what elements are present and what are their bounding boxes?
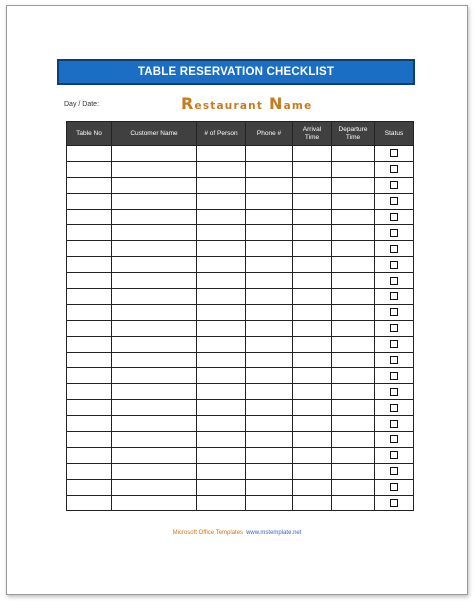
table-cell[interactable] — [293, 463, 332, 479]
table-cell[interactable] — [197, 193, 246, 209]
checkbox-icon[interactable] — [390, 483, 398, 491]
table-cell[interactable] — [197, 368, 246, 384]
name-rest: ame — [283, 100, 313, 112]
status-cell — [375, 273, 414, 289]
checkbox-icon[interactable] — [390, 356, 398, 364]
column-header-label: Status — [384, 129, 404, 137]
status-cell — [375, 225, 414, 241]
table-cell[interactable] — [293, 368, 332, 384]
table-cell[interactable] — [246, 495, 293, 511]
table-cell[interactable] — [293, 193, 332, 209]
table-cell[interactable] — [67, 241, 112, 257]
checkbox-icon[interactable] — [390, 292, 398, 300]
column-header-label: # of Person — [204, 129, 238, 137]
checkbox-icon[interactable] — [390, 245, 398, 253]
table-cell[interactable] — [332, 241, 375, 257]
table-cell[interactable] — [67, 289, 112, 305]
table-cell[interactable] — [293, 479, 332, 495]
table-cell[interactable] — [246, 241, 293, 257]
checkbox-icon[interactable] — [390, 435, 398, 443]
table-cell[interactable] — [197, 273, 246, 289]
status-cell — [375, 400, 414, 416]
table-cell[interactable] — [112, 495, 197, 511]
table-cell[interactable] — [112, 146, 197, 162]
table-cell[interactable] — [197, 320, 246, 336]
table-row — [67, 495, 414, 511]
status-cell — [375, 432, 414, 448]
checkbox-icon[interactable] — [390, 149, 398, 157]
table-cell[interactable] — [332, 432, 375, 448]
table-cell[interactable] — [332, 384, 375, 400]
table-row — [67, 479, 414, 495]
table-cell[interactable] — [112, 193, 197, 209]
table-cell[interactable] — [197, 177, 246, 193]
table-cell[interactable] — [246, 257, 293, 273]
table-row — [67, 273, 414, 289]
table-cell[interactable] — [112, 416, 197, 432]
status-cell — [375, 336, 414, 352]
status-cell — [375, 177, 414, 193]
table-cell[interactable] — [197, 241, 246, 257]
table-cell[interactable] — [293, 320, 332, 336]
table-cell[interactable] — [246, 209, 293, 225]
table-row — [67, 384, 414, 400]
table-cell[interactable] — [67, 336, 112, 352]
table-cell[interactable] — [246, 368, 293, 384]
checkbox-icon[interactable] — [390, 181, 398, 189]
table-cell[interactable] — [112, 368, 197, 384]
column-header-label: Customer Name — [130, 129, 178, 137]
table-cell[interactable] — [67, 463, 112, 479]
document-title: TABLE RESERVATION CHECKLIST — [57, 59, 415, 85]
table-cell[interactable] — [112, 479, 197, 495]
table-row — [67, 289, 414, 305]
column-header — [293, 122, 332, 146]
table-cell[interactable] — [112, 320, 197, 336]
table-cell[interactable] — [293, 416, 332, 432]
table-row — [67, 193, 414, 209]
table-cell[interactable] — [112, 384, 197, 400]
column-header — [67, 122, 112, 146]
checkbox-icon[interactable] — [390, 165, 398, 173]
checkbox-icon[interactable] — [390, 261, 398, 269]
table-row — [67, 432, 414, 448]
status-cell — [375, 161, 414, 177]
checkbox-icon[interactable] — [390, 388, 398, 396]
table-cell[interactable] — [197, 225, 246, 241]
checkbox-icon[interactable] — [390, 308, 398, 316]
table-cell[interactable] — [293, 400, 332, 416]
table-header-row — [67, 122, 414, 146]
checkbox-icon[interactable] — [390, 340, 398, 348]
table-cell[interactable] — [246, 416, 293, 432]
table-cell[interactable] — [112, 177, 197, 193]
status-cell — [375, 495, 414, 511]
table-cell[interactable] — [112, 352, 197, 368]
checkbox-icon[interactable] — [390, 499, 398, 507]
table-cell[interactable] — [293, 352, 332, 368]
table-row — [67, 368, 414, 384]
table-cell[interactable] — [293, 161, 332, 177]
table-row — [67, 447, 414, 463]
table-cell[interactable] — [246, 161, 293, 177]
table-row — [67, 209, 414, 225]
status-cell — [375, 193, 414, 209]
table-cell[interactable] — [197, 416, 246, 432]
table-cell[interactable] — [293, 432, 332, 448]
table-cell[interactable] — [67, 320, 112, 336]
table-cell[interactable] — [67, 177, 112, 193]
column-header — [197, 122, 246, 146]
table-row — [67, 257, 414, 273]
column-header — [375, 122, 414, 146]
footer — [0, 530, 474, 536]
table-cell[interactable] — [197, 463, 246, 479]
table-cell[interactable] — [67, 495, 112, 511]
checkbox-icon[interactable] — [390, 467, 398, 475]
table-cell[interactable] — [67, 146, 112, 162]
table-cell[interactable] — [332, 463, 375, 479]
table-cell[interactable] — [197, 146, 246, 162]
table-cell[interactable] — [332, 161, 375, 177]
table-cell[interactable] — [246, 384, 293, 400]
table-cell[interactable] — [67, 352, 112, 368]
column-header — [332, 122, 375, 146]
table-cell[interactable] — [246, 225, 293, 241]
table-cell[interactable] — [112, 463, 197, 479]
column-header — [246, 122, 293, 146]
table-cell[interactable] — [246, 336, 293, 352]
status-cell — [375, 368, 414, 384]
table-cell[interactable] — [112, 400, 197, 416]
table-cell[interactable] — [112, 432, 197, 448]
table-cell[interactable] — [332, 177, 375, 193]
table-cell[interactable] — [67, 368, 112, 384]
table-cell[interactable] — [246, 320, 293, 336]
column-header — [112, 122, 197, 146]
column-header-label: Table No — [76, 129, 102, 137]
checkbox-icon[interactable] — [390, 372, 398, 380]
table-cell[interactable] — [332, 400, 375, 416]
name-initial: N — [269, 94, 284, 113]
table-row — [67, 241, 414, 257]
table-cell[interactable] — [332, 225, 375, 241]
checkbox-icon[interactable] — [390, 404, 398, 412]
table-cell[interactable] — [197, 161, 246, 177]
table-cell[interactable] — [112, 241, 197, 257]
status-cell — [375, 479, 414, 495]
table-cell[interactable] — [67, 447, 112, 463]
table-cell[interactable] — [332, 273, 375, 289]
checkbox-icon[interactable] — [390, 197, 398, 205]
table-cell[interactable] — [332, 416, 375, 432]
status-cell — [375, 463, 414, 479]
column-header-label: Time — [304, 133, 320, 141]
status-cell — [375, 416, 414, 432]
table-body — [67, 146, 414, 511]
table-cell[interactable] — [246, 273, 293, 289]
table-cell[interactable] — [332, 368, 375, 384]
table-cell[interactable] — [246, 146, 293, 162]
table-row — [67, 336, 414, 352]
column-header-label: Arrival — [302, 125, 322, 133]
table-cell[interactable] — [197, 495, 246, 511]
table-cell[interactable] — [112, 161, 197, 177]
table-cell[interactable] — [112, 336, 197, 352]
table-cell[interactable] — [293, 495, 332, 511]
restaurant-name-initial: R — [181, 94, 195, 113]
restaurant-name-rest: estaurant — [194, 100, 264, 112]
table-cell[interactable] — [67, 257, 112, 273]
status-cell — [375, 257, 414, 273]
status-cell — [375, 447, 414, 463]
table-cell[interactable] — [112, 289, 197, 305]
table-cell[interactable] — [332, 209, 375, 225]
table-cell[interactable] — [197, 257, 246, 273]
status-cell — [375, 289, 414, 305]
table-cell[interactable] — [332, 146, 375, 162]
table-cell[interactable] — [332, 289, 375, 305]
status-cell — [375, 304, 414, 320]
table-row — [67, 416, 414, 432]
table-cell[interactable] — [197, 304, 246, 320]
table-row — [67, 146, 414, 162]
table-cell[interactable] — [67, 225, 112, 241]
table-cell[interactable] — [332, 257, 375, 273]
table-cell[interactable] — [293, 336, 332, 352]
status-cell — [375, 241, 414, 257]
table-row — [67, 320, 414, 336]
table-cell[interactable] — [293, 177, 332, 193]
reservation-table — [66, 121, 414, 511]
table-cell[interactable] — [293, 273, 332, 289]
column-header-label: Time — [345, 133, 361, 141]
checkbox-icon[interactable] — [390, 420, 398, 428]
status-cell — [375, 209, 414, 225]
table-cell[interactable] — [197, 400, 246, 416]
table-row — [67, 177, 414, 193]
table-cell[interactable] — [246, 479, 293, 495]
table-cell[interactable] — [246, 193, 293, 209]
table-cell[interactable] — [293, 225, 332, 241]
table-cell[interactable] — [67, 273, 112, 289]
table-cell[interactable] — [67, 479, 112, 495]
status-cell — [375, 320, 414, 336]
table-cell[interactable] — [197, 289, 246, 305]
table-cell[interactable] — [112, 304, 197, 320]
table-cell[interactable] — [67, 161, 112, 177]
restaurant-name — [181, 94, 312, 113]
table-cell[interactable] — [293, 146, 332, 162]
table-cell[interactable] — [332, 336, 375, 352]
table-cell[interactable] — [197, 432, 246, 448]
table-cell[interactable] — [246, 177, 293, 193]
table-cell[interactable] — [293, 447, 332, 463]
checkbox-icon[interactable] — [390, 277, 398, 285]
table-cell[interactable] — [246, 400, 293, 416]
table-cell[interactable] — [197, 336, 246, 352]
table-cell[interactable] — [67, 209, 112, 225]
table-cell[interactable] — [293, 209, 332, 225]
table-cell[interactable] — [293, 289, 332, 305]
table-cell[interactable] — [246, 352, 293, 368]
footer-url-link[interactable]: www.mstemplate.net — [246, 530, 302, 536]
table-cell[interactable] — [112, 225, 197, 241]
table-cell[interactable] — [246, 463, 293, 479]
table-row — [67, 225, 414, 241]
table-cell[interactable] — [246, 289, 293, 305]
checkbox-icon[interactable] — [390, 451, 398, 459]
table-cell[interactable] — [112, 209, 197, 225]
checkbox-icon[interactable] — [390, 229, 398, 237]
table-row — [67, 161, 414, 177]
table-cell[interactable] — [293, 304, 332, 320]
table-cell[interactable] — [67, 432, 112, 448]
footer-text: Microsoft Office Templates — [172, 530, 244, 536]
table-cell[interactable] — [246, 447, 293, 463]
table-cell[interactable] — [112, 257, 197, 273]
table-cell[interactable] — [112, 447, 197, 463]
checkbox-icon[interactable] — [390, 213, 398, 221]
table-row — [67, 352, 414, 368]
table-cell[interactable] — [197, 209, 246, 225]
table-cell[interactable] — [67, 416, 112, 432]
status-cell — [375, 352, 414, 368]
table-row — [67, 463, 414, 479]
table-cell[interactable] — [332, 479, 375, 495]
table-cell[interactable] — [246, 432, 293, 448]
table-cell[interactable] — [332, 320, 375, 336]
table-cell[interactable] — [67, 384, 112, 400]
table-cell[interactable] — [197, 384, 246, 400]
table-cell[interactable] — [332, 304, 375, 320]
table-cell[interactable] — [67, 400, 112, 416]
table-cell[interactable] — [293, 384, 332, 400]
table-row — [67, 304, 414, 320]
table-cell[interactable] — [246, 304, 293, 320]
table-cell[interactable] — [67, 304, 112, 320]
table-cell[interactable] — [197, 479, 246, 495]
table-row — [67, 400, 414, 416]
table-cell[interactable] — [332, 193, 375, 209]
table-cell[interactable] — [197, 447, 246, 463]
table-cell[interactable] — [293, 241, 332, 257]
table-cell[interactable] — [112, 273, 197, 289]
day-date-label: Day / Date: — [64, 101, 100, 108]
table-cell[interactable] — [293, 257, 332, 273]
table-cell[interactable] — [332, 352, 375, 368]
status-cell — [375, 384, 414, 400]
column-header-label: Phone # — [256, 129, 282, 137]
table-cell[interactable] — [197, 352, 246, 368]
column-header-label: Departure — [338, 125, 368, 133]
status-cell — [375, 146, 414, 162]
table-cell[interactable] — [67, 193, 112, 209]
table-cell[interactable] — [332, 495, 375, 511]
table-cell[interactable] — [332, 447, 375, 463]
checkbox-icon[interactable] — [390, 324, 398, 332]
